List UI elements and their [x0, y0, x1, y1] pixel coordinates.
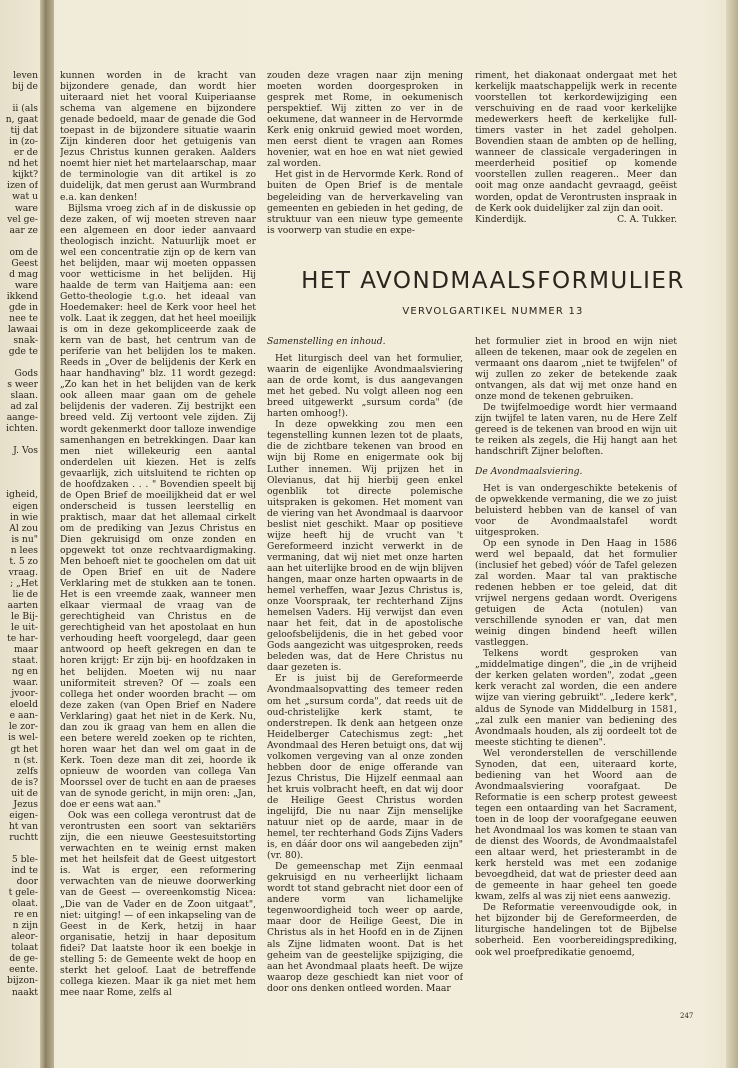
page-number: 247: [680, 1012, 694, 1020]
fragment-line: ware: [14, 279, 38, 291]
fragment-line: aange-: [6, 412, 38, 424]
fragment-line: in (zo-: [9, 136, 38, 148]
fragment-line: olaat.: [11, 898, 38, 910]
fragment-line: ind te: [11, 865, 38, 876]
fragment-line: om de: [9, 246, 38, 258]
fragment-line: er de: [13, 147, 38, 159]
column-3-bottom: [475, 336, 677, 1030]
fragment-line: is nu": [11, 533, 38, 545]
fragment-line: lie de: [12, 588, 38, 600]
fragment-line: gde te: [8, 346, 38, 358]
fragment-line: le Bij-: [11, 610, 38, 622]
fragment-line: [0, 92, 38, 103]
paragraph: Op een synode in Den Haag in 1586 werd wel bepaald, dat het formulier (inclusief het gebed) vóór de Tafel gelezen zal worden. Maar tal van praktische redenen hebben er toe geleid, dat dit vrijwel nergens gedaan wordt. Overigens getuigen de Acta (notulen) van verschillende synoden er van, dat men weinig dingen bindend heeft willen vastleggen.: [475, 537, 677, 649]
fragment-line: bij de: [12, 81, 38, 93]
fragment-line: leven: [13, 70, 38, 81]
fragment-line: [0, 843, 38, 854]
paragraph: De Reformatie vereenvoudigde ook, in het bijzonder bij de Gereformeerden, de liturgische handelingen tot de Bijbelse soberheid. Een voorbereidingsprediking, ook wel proefpredikatie genoemd,: [475, 902, 677, 958]
fragment-line: n lees: [10, 544, 38, 556]
fragment-line: izen of: [7, 180, 38, 192]
fragment-line: Geest: [11, 257, 38, 269]
paragraph: Ook was een collega verontrust dat de verontrusten een soort van sektariërs zijn, die een nieuwe Geestesuitstorting verwachten en te weinig ernst maken met het heilsfeit dat de Geest uitgestort is. Wat is erger, een reformering verwachten van de nieuwe doorwerking van de Geest — overeenkomstig Nicea: „Die van de Vader en de Zoon uitgaat", niet: uitging! — of een inkapseling van de Geest in de Kerk, hetzij in haar organisatie, hetzij in haar depositum fidei? Dat laatste hoor ik een boekje in stelling 5: de Gemeente wekt de hoop en sterkt het geloof. Laat de betreffende collega kiezen. Maar ik ga niet met hem mee naar Rome, zelfs al: [60, 810, 256, 998]
fragment-line: nd het: [8, 158, 38, 170]
column-3-top: [475, 70, 677, 245]
fragment-line: maar: [13, 644, 38, 656]
page-edge: [726, 0, 738, 1068]
page-gutter: [40, 0, 54, 1068]
fragment-line: [0, 478, 38, 489]
fragment-line: aleor-: [11, 931, 38, 943]
article-title: HET AVONDMAALSFORMULIER: [301, 268, 685, 294]
fragment-line: eente.: [9, 964, 38, 976]
fragment-line: lawaai: [7, 323, 38, 335]
paragraph: riment, het diakonaat ondergaat met het kerkelijk maatschappelijk werk in recente voorstellen tot kerkordewijziging een verschuiving en de raad voor kerkelijke medewerkers heeft de kerkelijke full-timers vaster in het zadel geholpen. Bovendien staan de ambten op de helling, wanneer de classicale vergaderingen in meerderheid positief op komende voorstellen zullen reageren.. Meer dan ooit mag onze aandacht gevraagd, geëist worden, opdat de Verontrusten inspraak in de Kerk ook duidelijker zal zijn dan ooit.: [475, 70, 677, 214]
fragment-line: Jezus: [13, 798, 38, 810]
fragment-line: e aan-: [9, 710, 38, 722]
fragment-line: vel ge-: [7, 213, 38, 225]
paragraph: In deze opwekking zou men een tegenstelling kunnen lezen tot de plaats, die de zichtbare tekenen van brood en wijn bij Rome en enigermate ook bij Luther innemen. Wij prijzen het in Olevianus, dat hij hierbij geen enkel ogenblik tot directe polemische uitspraken is gekomen. Het moment van de viering van het Avondmaal is daarvoor beslist niet geschikt. Maar op positieve wijze heeft hij de vrucht van 't Gereformeerd inzicht verwerkt in de vermaning, dat wij niet met onze harten aan het uiterlijke brood en de wijn blijven hangen, maar onze harten opwaarts in de hemel verheffen, waar Jezus Christus is, onze Voorspraak, ter rechterhand Zijns hemelsen Vaders. Hij verwijst dan even naar het feit, dat in de apostolische geloofsbelijdenis, die in het gebed voor Gods aangezicht was uitgesproken, reeds beleden was, dat de Here Christus nu daar gezeten is.: [267, 419, 463, 674]
previous-page-fragment: [0, 70, 38, 998]
article-subtitle: VERVOLGARTIKEL NUMMER 13: [402, 306, 584, 317]
fragment-line: ii (als: [12, 103, 38, 115]
paragraph: Telkens wordt gesproken van „middelmatige dingen", die „in de vrijheid der kerken gelaten worden", zodat „geen kerk veracht zal worden, die een andere wijze van viering gebruikt". „Iedere kerk", aldus de Synode van Middelburg in 1581, „zal zulk een manier van bediening des Avondmaals houden, als zij oordeelt tot de meeste stichting te dienen".: [475, 648, 677, 748]
column-2-bottom: [267, 336, 463, 1030]
fragment-line: tij dat: [10, 125, 38, 137]
fragment-line: in wie: [9, 511, 38, 523]
paragraph: Er is juist bij de Gereformeerde Avondmaalsopvatting des temeer reden om het „sursum corda", dat reeds uit de oud-christelijke kerk stamt, te onderstrepen. Ik denk aan hetgeen onze Heidelberger Catechismus zegt: „het Avondmaal des Heren betuigt ons, dat wij volkomen vergeving van al onze zonden hebben door de enige offerande van Jezus Christus, Die Hijzelf eenmaal aan het kruis volbracht heeft, en dat wij door de Heilige Geest Christus worden ingelijfd, Die nu naar Zijn menselijke natuur niet op de aarde, maar in de hemel, ter rechterhand Gods Zijns Vaders is, en dáár door ons wil aangebeden zijn" (vr. 80).: [267, 673, 463, 862]
fragment-line: [0, 456, 38, 467]
fragment-line: staat.: [12, 655, 38, 667]
fragment-line: snak-: [13, 335, 38, 347]
fragment-line: d mag: [9, 268, 38, 280]
paragraph: De twijfelmoedige wordt hier vermaand zijn twijfel te laten varen, nu de Here Zelf gereed is de tekenen van brood en wijn uit te reiken als zegels, die Hij hangt aan het handschrift Zijner beloften.: [475, 402, 677, 458]
fragment-line: ng en: [11, 666, 38, 678]
fragment-line: tolaat: [11, 942, 38, 954]
fragment-line: aar ze: [9, 224, 38, 236]
fragment-line: naakt: [11, 986, 38, 998]
fragment-line: gde in: [9, 301, 38, 313]
fragment-line: Al zou: [9, 522, 38, 534]
paragraph: zouden deze vragen naar zijn mening moeten worden doorgesproken in gesprek met Rome, in oekumenisch perspektief. Wij zitten zo ver in de oekumene, dat wanneer in de Hervormde Kerk enig onkruid gewied moet worden, men eerst dient te vragen aan Romes hovenier, wat en hoe en wat niet gewied zal worden.: [267, 70, 463, 170]
signature-name: C. A. Tukker.: [617, 213, 677, 225]
fragment-line: wat u: [12, 191, 38, 203]
fragment-line: eloeld: [9, 699, 38, 711]
fragment-line: kijkt?: [12, 169, 38, 181]
fragment-line: eigen: [12, 500, 38, 512]
fragment-line: eigen-: [9, 809, 38, 821]
fragment-line: vraag.: [8, 566, 38, 578]
fragment-line: n (st.: [14, 754, 38, 766]
fragment-line: le uit-: [11, 622, 38, 634]
paragraph: Het liturgisch deel van het formulier, waarin de eigenlijke Avondmaalsviering aan de orde komt, is dus aangevangen met het gebed. Nu volgt alleen nog een breed uitgewerkt „sursum corda" (de harten omhoog!).: [267, 353, 463, 420]
fragment-line: s weer: [7, 379, 38, 391]
fragment-line: [0, 434, 38, 445]
fragment-line: ht van: [8, 820, 38, 832]
fragment-line: igheid,: [6, 489, 38, 501]
paragraph: De gemeenschap met Zijn eenmaal gekruisigd en nu verheerlijkt lichaam wordt tot stand gebracht niet door een of andere vorm van lichamelijke tegenwoordigheid toch weer op aarde, maar door de Heilige Geest, Die in Christus als in het Hoofd en in de Zijnen als Zijne lidmaten woont. Dat is het geheim van de geestelijke spijziging, die aan het Avondmaal plaats heeft. De wijze waarop deze geschiedt kan niet voor of door ons denken ontleed worden. Maar: [267, 861, 463, 994]
fragment-line: ichten.: [6, 423, 38, 435]
fragment-line: de ge-: [9, 953, 38, 965]
column-2-top: [267, 70, 463, 245]
fragment-line: [0, 236, 38, 247]
column-1: [60, 70, 256, 1030]
fragment-line: ad zal: [10, 401, 38, 413]
fragment-line: ruchtt: [9, 831, 38, 843]
paragraph: kunnen worden in de kracht van bijzondere genade, dan wordt hier uiteraard niet het vooral Kuiperiaanse schema van algemene en bijzondere genade bedoeld, maar de genade die God toepast in de bijzondere situatie waarin Zijn kinderen door het getuigenis van Jezus Christus kunnen geraken. Aalders noemt hier niet het martelaarschap, maar de terminologie van dit artikel is zo duidelijk, dat men gerust aan Wurmbrand e.a. kan denken!: [60, 70, 256, 203]
fragment-line: jvoor-: [11, 688, 38, 700]
fragment-line: zelfs: [16, 765, 38, 777]
fragment-line: ware: [14, 202, 38, 214]
section-heading: De Avondmaalsviering.: [475, 465, 583, 477]
fragment-line: n zijn: [12, 920, 38, 932]
fragment-line: aarten: [7, 599, 38, 611]
fragment-line: uit de: [11, 787, 38, 799]
paragraph: Wel veronderstellen de verschillende Synoden, dat een, uiteraard korte, bediening van het Woord aan de Avondmaalsviering voorafgaat. De Reformatie is een scherp protest geweest tegen een ontaarding van het Sacrament, toen in de loop der voorafgegane eeuwen het Avondmaal los was komen te staan van de dienst des Woords, de Avondmaalstafel een altaar werd, het priesterambt in de kerk hersteld was met een zodanige bevoegdheid, dat wat de priester deed aan de gemeente in haar geheel ten goede kwam, zelfs al was zij niet eens aanwezig.: [475, 747, 677, 903]
section-heading: Samenstelling en inhoud.: [267, 336, 386, 347]
fragment-line: le zor-: [8, 721, 38, 733]
fragment-line: door: [16, 876, 38, 888]
fragment-line: ; „Het: [10, 577, 38, 589]
fragment-line: 5 ble-: [11, 853, 38, 865]
fragment-line: J. Vos: [13, 445, 38, 457]
paragraph: het formulier ziet in brood en wijn niet alleen de tekenen, maar ook de zegelen en vermaant ons daarom „niet te twijfelen" of wij zullen zo zeker de betekende zaak ontvangen, als dat wij met onze hand en onze mond de tekenen gebruiken.: [475, 336, 677, 403]
fragment-line: te har-: [7, 633, 38, 645]
fragment-line: slaan.: [10, 390, 38, 402]
fragment-line: n, gaat: [5, 114, 38, 126]
fragment-line: ikkend: [6, 290, 38, 302]
fragment-line: de is?: [11, 776, 38, 788]
paragraph: Het gist in de Hervormde Kerk. Rond of buiten de Open Brief is de mentale begeleiding van de herverkaveling van gemeenten en gebieden in het geding, de struktuur van een nieuw type gemeente is voorwerp van studie en expe-: [267, 169, 463, 236]
signature-place: Kinderdijk.: [475, 213, 527, 225]
fragment-line: nee te: [9, 312, 38, 324]
fragment-line: [0, 467, 38, 478]
paragraph: Bijlsma vroeg zich af in de diskussie op deze zaken, of wij moeten streven naar een algemeen en door ieder aanvaard theologisch inzicht. Natuurlijk moet er wel een concentratie zijn op de kern van het belijden, maar wij moeten oppassen voor wetticisme in het belijden. Hij haalde de term van Haitjema aan: een Getto-theologie t.g.o. het ideaal van Hoedemaker: heel de Kerk voor heel het volk. Laat ik zeggen, dat het heel moeilijk is om in deze gekompliceerde zaak de kern van de bast, het centrum van de periferie van het belijden los te maken. Reeds in „Over de belijdenis der Kerk en haar handhaving" blz. 11 wordt gezegd: „Zo kan het in het belijden van de kerk ook alleen maar gaan om de gehele belijdenis der vaderen. Zij bestrijkt een breed veld. Zij vertoont vele zijden. Zij wordt gekenmerkt door talloze inwendige samenhangen en betrekkingen. Daar kan men niet willekeurig een aantal onderdelen uit kiezen. Het is zelfs gevaarlijk, zich uitsluitend te richten op de hoofdzaken . . . " Bovendien speelt bij de Open Brief de moeilijkheid dat er wel onderscheid is tussen leerstellig en praktisch, maar dat het allemaal cirkelt om de prediking van Jezus Christus en Dien gekruisigd om onze zonden en opgewekt tot onze rechtvaardigmaking. Men behoeft niet te goochelen om dat uit de Open Brief en uit de Nadere Verklaring met de stukken aan te tonen. Het is een vreemde zaak, wanneer men elkaar viermaal de vraag van de gerechtigheid van Christus en de gerechtigheid van het apostolaat en hun verhouding heeft voorgelegd, daar geen antwoord op heeft gekregen en dan te horen krijgt: Er zijn bij- en hoofdzaken in het belijden. Moeten wij nu naar uniformiteit streven? Of — zoals een collega het onder woorden bracht — om deze zaken (van Open Brief en Nadere Verklaring) gaat het niet in de Kerk. Nu, dan zou ik graag van hem en allen die een betere wereld zoeken op te richten, horen waar het dan wel om gaat in de Kerk. Toen deze man dit zei, hoorde ik opnieuw de woorden van collega Van Moorssel over de tucht en aan de praeses van de synode gericht, in mijn oren: „Jan, doe er eens wat aan.": [60, 202, 256, 811]
fragment-line: t gele-: [8, 887, 38, 899]
fragment-line: waar.: [12, 677, 38, 689]
fragment-line: gt het: [10, 743, 38, 755]
fragment-line: re en: [13, 909, 38, 921]
fragment-line: is wel-: [8, 732, 38, 744]
fragment-line: t. 5 zo: [9, 555, 38, 567]
fragment-line: bijzon-: [6, 975, 38, 987]
signature-line: [475, 214, 677, 225]
fragment-line: [0, 357, 38, 368]
fragment-line: Gods: [14, 368, 38, 380]
paragraph: Het is van ondergeschikte betekenis of de opwekkende vermaning, die we zo juist beluisterd hebben van de kansel of van voor de Avondmaalstafel wordt uitgesproken.: [475, 482, 677, 538]
